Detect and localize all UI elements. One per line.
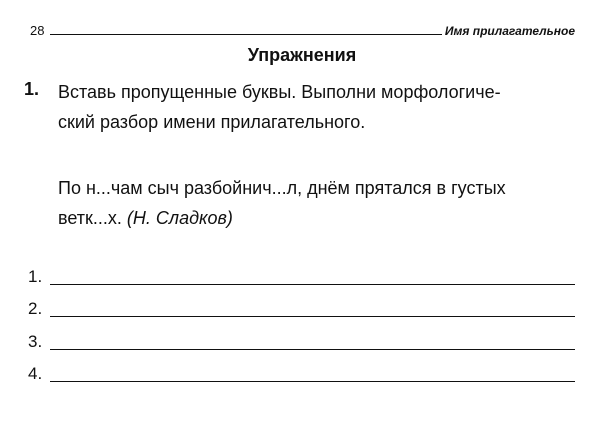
section-title: Упражнения <box>247 45 357 65</box>
page-header <box>30 22 575 40</box>
header-rule <box>50 34 442 35</box>
answer-label: 1. <box>28 267 43 286</box>
answer-rule <box>50 349 575 350</box>
instruction-line: ский разбор имени прилагательного. <box>58 112 366 132</box>
exercise-sentence <box>58 173 578 233</box>
answer-label: 3. <box>28 332 43 351</box>
answer-line-3[interactable] <box>28 330 575 354</box>
answer-rule <box>50 284 575 285</box>
exercise-instruction <box>58 77 575 137</box>
answer-line-2[interactable] <box>28 297 575 321</box>
answer-rule <box>50 381 575 382</box>
sentence-line <box>58 203 578 233</box>
answer-line-4[interactable] <box>28 362 575 386</box>
answer-rule <box>50 316 575 317</box>
answer-line-1[interactable] <box>28 265 575 289</box>
exercise-number: 1. <box>24 79 40 99</box>
sentence-tail: ветк...х. <box>58 208 122 228</box>
sentence-author: (Н. Сладков) <box>126 208 233 228</box>
sentence-line: По н...чам сыч разбойнич...л, днём прятался в густых <box>58 178 506 198</box>
answer-label: 4. <box>28 364 43 383</box>
page-number: 28 <box>30 23 45 38</box>
answer-label: 2. <box>28 299 43 318</box>
instruction-line: Вставь пропущенные буквы. Выполни морфологиче- <box>58 82 501 102</box>
running-title: Имя прилагательное <box>444 24 575 38</box>
